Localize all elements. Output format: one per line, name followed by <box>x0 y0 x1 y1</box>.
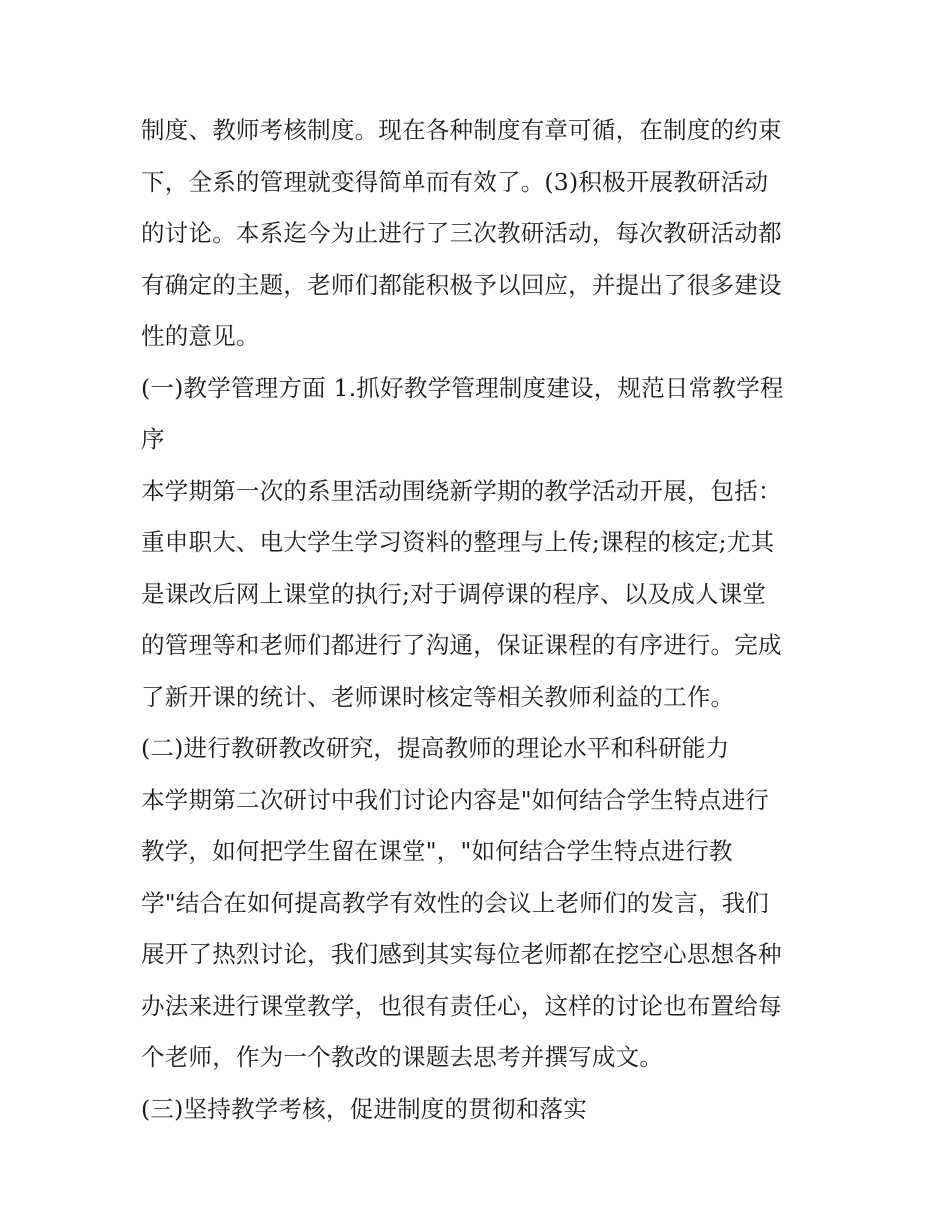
text-line: 展开了热烈讨论，我们感到其实每位老师都在挖空心思想各种 <box>141 940 782 968</box>
document-body <box>141 105 813 1135</box>
text-line: 本学期第二次研讨中我们讨论内容是"如何结合学生特点进行 <box>141 785 770 814</box>
text-line: 下，全系的管理就变得简单而有效了。(3)积极开展教研活动 <box>141 167 769 196</box>
text-line: 的管理等和老师们都进行了沟通，保证课程的有序进行。完成 <box>141 631 782 659</box>
section-heading-1-cont: 序 <box>141 425 165 453</box>
text-line: 的讨论。本系迄今为止进行了三次教研活动，每次教研活动都 <box>141 219 782 247</box>
text-line: 制度、教师考核制度。现在各种制度有章可循，在制度的约束 <box>141 116 782 144</box>
text-line: 性的意见。 <box>141 322 260 350</box>
section-heading-3: (三)坚持教学考核，促进制度的贯彻和落实 <box>141 1094 587 1123</box>
text-line: 个老师，作为一个教改的课题去思考并撰写成文。 <box>141 1043 664 1071</box>
text-line: 学"结合在如何提高教学有效性的会议上老师们的发言，我们 <box>141 888 770 917</box>
text-line: 了新开课的统计、老师课时核定等相关教师利益的工作。 <box>141 682 735 711</box>
text-line: 本学期第一次的系里活动围绕新学期的教学活动开展，包括： <box>141 476 782 505</box>
section-heading-1: (一)教学管理方面 1.抓好教学管理制度建设，规范日常教学程 <box>141 373 784 402</box>
text-line: 有确定的主题，老师们都能积极予以回应，并提出了很多建设 <box>141 270 782 299</box>
text-line: 是课改后网上课堂的执行;对于调停课的程序、以及成人课堂 <box>141 579 767 608</box>
text-line: 重申职大、电大学生学习资料的整理与上传;课程的核定;尤其 <box>141 528 775 556</box>
text-line: 办法来进行课堂教学，也很有责任心，这样的讨论也布置给每 <box>141 991 782 1020</box>
section-heading-2: (二)进行教研教改研究，提高教师的理论水平和科研能力 <box>141 734 730 762</box>
text-line: 教学，如何把学生留在课堂"，"如何结合学生特点进行教 <box>141 837 733 865</box>
